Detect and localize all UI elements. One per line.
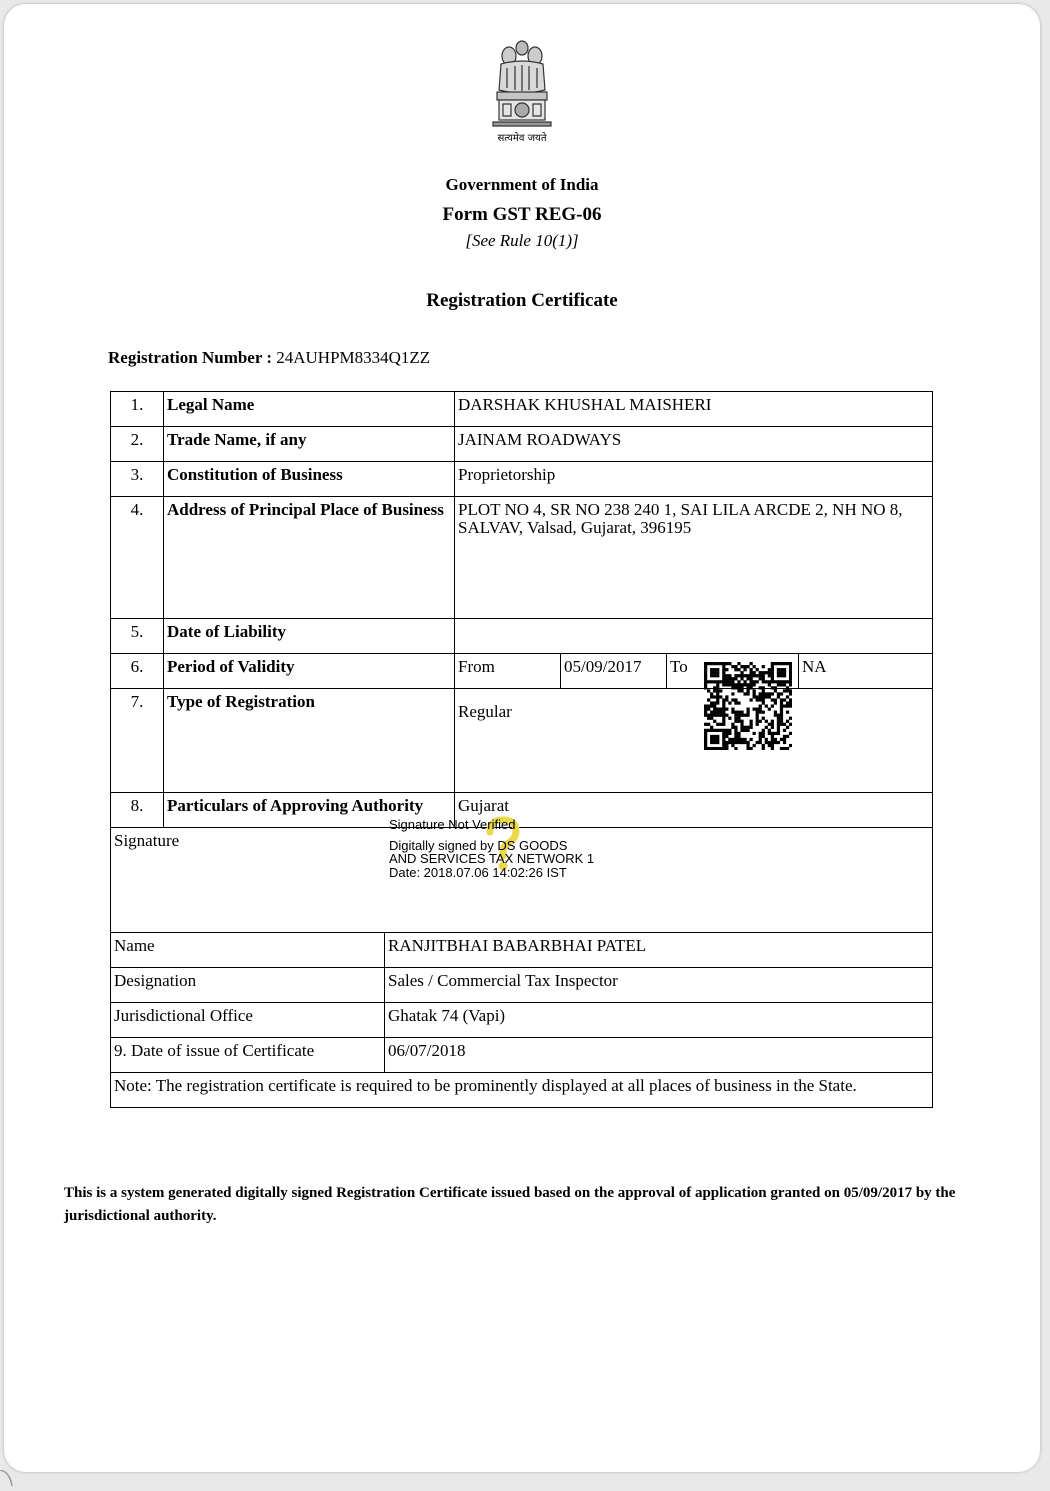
designation-label: Designation [111, 968, 385, 1003]
approving-authority-value: Gujarat [455, 793, 933, 828]
row-number: 5. [111, 619, 164, 654]
emblem-motto: सत्यमेव जयते [497, 133, 547, 144]
validity-to-value: NA [799, 654, 933, 689]
table-row [111, 497, 933, 619]
row-label: Particulars of Approving Authority [164, 793, 455, 828]
table-row [111, 968, 933, 1003]
row-number: 3. [111, 462, 164, 497]
table-row [111, 392, 933, 427]
row-label: Trade Name, if any [164, 427, 455, 462]
jurisdictional-office-value: Ghatak 74 (Vapi) [385, 1003, 933, 1038]
officer-name-label: Name [111, 933, 385, 968]
table-row [111, 427, 933, 462]
table-row [111, 1073, 933, 1108]
validity-from-value: 05/09/2017 [561, 654, 667, 689]
row-label: Constitution of Business [164, 462, 455, 497]
certificate-title: Registration Certificate [426, 290, 618, 311]
registration-number-label: Registration Number : [108, 348, 272, 367]
row-label: Date of Liability [164, 619, 455, 654]
row-number: 7. [111, 689, 164, 793]
qr-code-icon [704, 662, 792, 750]
table-row [111, 462, 933, 497]
row-label: Legal Name [164, 392, 455, 427]
signature-label: Signature [111, 828, 933, 968]
row-label: Period of Validity [164, 654, 455, 689]
table-row [111, 933, 933, 968]
officer-name-value: RANJITBHAI BABARBHAI PATEL [385, 933, 933, 968]
row-number: 6. [111, 654, 164, 689]
registration-number-value: 24AUHPM8334Q1ZZ [276, 348, 431, 367]
row-number: 8. [111, 793, 164, 828]
signature-status-text: Signature Not Verified [389, 817, 516, 832]
address-value: PLOT NO 4, SR NO 238 240 1, SAI LILA ARCDE 2, NH NO 8, SALVAV, Valsad, Gujarat, 396195 [455, 497, 933, 619]
table-row [111, 619, 933, 654]
registration-number-line [108, 348, 430, 368]
certificate-page [4, 4, 1040, 1472]
row-label: Type of Registration [164, 689, 455, 793]
table-row [111, 1038, 933, 1073]
row-number: 1. [111, 392, 164, 427]
signature-signer-text-cont: AND SERVICES TAX NETWORK 1 [389, 851, 595, 866]
officer-table [110, 932, 933, 1108]
government-heading: Government of India [445, 175, 599, 194]
form-heading: Form GST REG-06 [442, 204, 602, 225]
designation-value: Sales / Commercial Tax Inspector [385, 968, 933, 1003]
system-generated-footer: This is a system generated digitally signed Registration Certificate issued based on the approval of application granted on 05/09/2017 by the jurisdictional authority. [64, 1185, 956, 1224]
signature-signer-text: Digitally signed by DS GOODS [389, 837, 568, 853]
page-corner-curl-icon [0, 1470, 14, 1486]
constitution-value: Proprietorship [455, 462, 933, 497]
trade-name-value: JAINAM ROADWAYS [455, 427, 933, 462]
row-label: Address of Principal Place of Business [164, 497, 455, 619]
row-number: 4. [111, 497, 164, 619]
rule-reference: [See Rule 10(1)] [465, 231, 579, 250]
validity-from-label: From [455, 654, 561, 689]
row-number: 2. [111, 427, 164, 462]
table-row [111, 689, 933, 793]
digital-signature-block [389, 818, 629, 879]
details-table [110, 391, 933, 968]
display-note: Note: The registration certificate is required to be prominently displayed at all places of business in the State. [111, 1073, 933, 1108]
date-of-liability-value [455, 619, 933, 654]
issue-date-label: 9. Date of issue of Certificate [111, 1038, 385, 1073]
issue-date-value: 06/07/2018 [385, 1038, 933, 1073]
validity-to-label: To [667, 654, 799, 689]
jurisdictional-office-label: Jurisdictional Office [111, 1003, 385, 1038]
registration-type-value: Regular [455, 689, 933, 793]
table-row [111, 654, 933, 689]
table-row [111, 1003, 933, 1038]
legal-name-value: DARSHAK KHUSHAL MAISHERI [455, 392, 933, 427]
signature-date-text: Date: 2018.07.06 14:02:26 IST [389, 864, 567, 880]
